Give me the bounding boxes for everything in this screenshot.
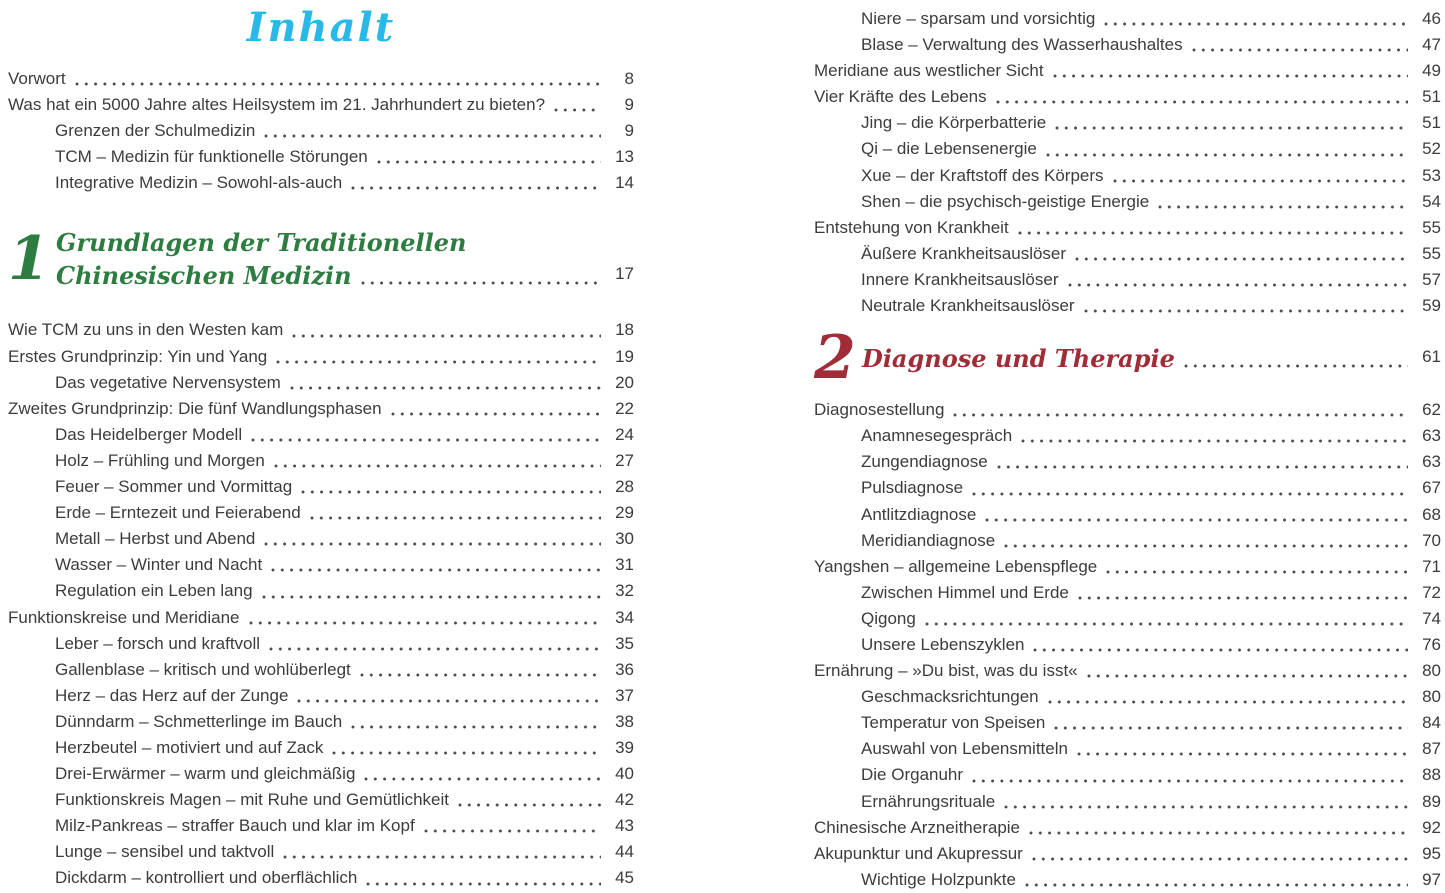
toc-entry-page: 39 (615, 737, 634, 757)
dot-leader (332, 751, 601, 755)
dot-leader (274, 464, 601, 468)
toc-entry-label: Integrative Medizin – Sowohl-als-auch (55, 173, 343, 193)
dot-leader (997, 465, 1408, 469)
toc-entry (814, 163, 1441, 189)
toc-entry-label: Metall – Herbst und Abend (55, 529, 256, 549)
dot-leader (1077, 752, 1408, 756)
dot-leader (269, 647, 601, 651)
dot-leader (1046, 153, 1408, 157)
toc-entry-label: Akupunktur und Akupressur (814, 843, 1023, 863)
toc-entry-page: 53 (1422, 165, 1441, 185)
toc-entry (814, 632, 1441, 658)
toc-entry-label: Anamnesegespräch (861, 426, 1013, 446)
toc-entry (8, 144, 634, 170)
dot-leader (1075, 257, 1408, 261)
toc-entry-label: Temperatur von Speisen (861, 713, 1046, 733)
dot-leader (1018, 231, 1408, 235)
toc-entry-label: Niere – sparsam und vorsichtig (861, 9, 1096, 28)
toc-entry-page: 43 (615, 816, 634, 836)
toc-entry-page: 72 (1422, 582, 1441, 602)
toc-entry (814, 241, 1441, 267)
chapter-page-number: 17 (615, 264, 634, 284)
toc-entry (8, 317, 634, 343)
chapter-title-text: Grundlagen der Traditionellen (56, 228, 467, 258)
dot-leader (996, 100, 1408, 104)
toc-entry-label: Funktionskreis Magen – mit Ruhe und Gemütlichkeit (55, 790, 450, 810)
dot-leader (972, 492, 1408, 496)
toc-entry (814, 606, 1441, 632)
toc-entry-label: Xue – der Kraftstoff des Körpers (861, 165, 1104, 185)
toc-entry-page: 20 (615, 372, 634, 392)
toc-entry-page: 97 (1422, 869, 1441, 889)
toc-entry (814, 449, 1441, 475)
dot-leader (351, 725, 601, 729)
toc-entry-label: Yangshen – allgemeine Lebenspflege (814, 556, 1098, 576)
toc-entry-page: 70 (1422, 530, 1441, 550)
dot-leader (1192, 48, 1408, 52)
toc-entry (814, 867, 1441, 893)
toc-entry-label: Was hat ein 5000 Jahre altes Heilsystem im 21. Jahrhundert zu bieten? (8, 95, 546, 115)
toc-entry (814, 658, 1441, 684)
toc-entry (814, 528, 1441, 554)
toc-entry (8, 66, 634, 92)
dot-leader (1053, 74, 1408, 78)
toc-entry (8, 787, 634, 813)
toc-entry-label: Grenzen der Schulmedizin (55, 121, 256, 141)
toc-entry (8, 118, 634, 144)
chapter-title (862, 342, 1441, 375)
dot-leader (283, 855, 601, 859)
toc-entry-page: 52 (1422, 139, 1441, 159)
toc-entry-page: 35 (615, 633, 634, 653)
toc-entry (8, 813, 634, 839)
toc-entry (814, 397, 1441, 423)
dot-leader (249, 621, 601, 625)
toc-entry-page: 51 (1422, 87, 1441, 107)
toc-entry-page: 57 (1422, 269, 1441, 289)
toc-entry-page: 46 (1422, 9, 1441, 28)
toc-entry-page: 19 (615, 346, 634, 366)
toc-entry (814, 710, 1441, 736)
toc-entry-page: 22 (615, 398, 634, 418)
page-gutter (634, 6, 814, 892)
toc-entry-page: 84 (1422, 713, 1441, 733)
toc-entry (814, 762, 1441, 788)
toc-entry-label: Innere Krankheitsauslöser (861, 269, 1059, 289)
chapter-title (56, 226, 634, 292)
toc-entry-page: 49 (1422, 61, 1441, 81)
toc-entry-label: Das Heidelberger Modell (55, 424, 243, 444)
toc-entry (814, 32, 1441, 58)
toc-entry-page: 67 (1422, 478, 1441, 498)
dot-leader (292, 334, 601, 338)
dot-leader (361, 281, 601, 285)
toc-entry-page: 74 (1422, 608, 1441, 628)
toc-entry-page: 32 (615, 581, 634, 601)
toc-entry-page: 13 (615, 147, 634, 167)
toc-entry-page: 28 (615, 477, 634, 497)
chapter-number: 1 (8, 224, 50, 295)
toc-entry-label: Unsere Lebenszyklen (861, 634, 1025, 654)
toc-entry-page: 71 (1422, 556, 1441, 576)
dot-leader (1033, 648, 1408, 652)
toc-entry-label: Funktionskreise und Meridiane (8, 607, 240, 627)
toc-entry-page: 63 (1422, 426, 1441, 446)
toc-entry-page: 30 (615, 529, 634, 549)
toc-entry (8, 92, 634, 118)
toc-entry-label: Shen – die psychisch-geistige Energie (861, 191, 1150, 211)
toc-entry-label: Erstes Grundprinzip: Yin und Yang (8, 346, 268, 366)
toc-entry (8, 422, 634, 448)
toc-entry-page: 89 (1422, 791, 1441, 811)
toc-entry (8, 526, 634, 552)
toc-entry-label: Geschmacksrichtungen (861, 687, 1039, 707)
toc-entry-page: 18 (615, 320, 634, 340)
toc-entry-label: Lunge – sensibel und taktvoll (55, 842, 275, 862)
dot-leader (262, 595, 601, 599)
toc-entry-label: Neutrale Krankheitsauslöser (861, 296, 1075, 316)
toc-entry-page: 55 (1422, 243, 1441, 263)
toc-entry-page: 9 (624, 121, 634, 141)
dot-leader (1087, 674, 1408, 678)
toc-entry-page: 40 (615, 764, 634, 784)
dot-leader (360, 673, 601, 677)
toc-entry (814, 502, 1441, 528)
chapter-title-text: Chinesischen Medizin (56, 261, 352, 291)
dot-leader (1004, 544, 1408, 548)
toc-entry (814, 815, 1441, 841)
toc-entry (814, 189, 1441, 215)
toc-entry-page: 38 (615, 711, 634, 731)
dot-leader (364, 777, 601, 781)
toc-entry-page: 29 (615, 503, 634, 523)
dot-leader (1004, 805, 1408, 809)
toc-entry (814, 736, 1441, 762)
dot-leader (391, 412, 601, 416)
toc-entry-label: Meridiane aus westlicher Sicht (814, 61, 1044, 81)
toc-entry (814, 110, 1441, 136)
toc-title: Inhalt (246, 4, 396, 51)
toc-entry-page: 54 (1422, 191, 1441, 211)
toc-entry-label: TCM – Medizin für funktionelle Störungen (55, 147, 368, 167)
toc-entry (814, 293, 1441, 319)
toc-entry (814, 475, 1441, 501)
toc-entry (814, 684, 1441, 710)
chapter-title-line (56, 226, 634, 259)
toc-entry-label: Regulation ein Leben lang (55, 581, 253, 601)
dot-leader (75, 82, 601, 86)
toc-entry-label: Dickdarm – kontrolliert und oberflächlich (55, 868, 358, 888)
toc-entry-page: 47 (1422, 35, 1441, 55)
toc-entry-label: Ernährungsrituale (861, 791, 996, 811)
toc-entry-page: 63 (1422, 452, 1441, 472)
toc-entry-label: Drei-Erwärmer – warm und gleichmäßig (55, 764, 356, 784)
dot-leader (351, 186, 601, 190)
toc-entry (8, 500, 634, 526)
chapter-heading (8, 224, 634, 295)
toc-entry-label: Vier Kräfte des Lebens (814, 87, 987, 107)
toc-entry (8, 448, 634, 474)
toc-entry-label: Dünndarm – Schmetterlinge im Bauch (55, 711, 343, 731)
toc-entry-page: 95 (1422, 843, 1441, 863)
dot-leader (1021, 439, 1408, 443)
toc-entry-label: Diagnosestellung (814, 400, 945, 420)
toc-entry-label: Zwischen Himmel und Erde (861, 582, 1069, 602)
dot-leader (377, 160, 601, 164)
toc-entry (8, 709, 634, 735)
chapter-title-text: Diagnose und Therapie (862, 343, 1175, 373)
dot-leader (310, 516, 601, 520)
toc-entry-label: Jing – die Körperbatterie (861, 113, 1047, 133)
toc-entry-label: Ernährung – »Du bist, was du isst« (814, 661, 1078, 681)
dot-leader (276, 360, 601, 364)
toc-entry-label: Zungendiagnose (861, 452, 988, 472)
toc-entry-page: 88 (1422, 765, 1441, 785)
chapter-heading (814, 323, 1441, 394)
toc-entry-label: Chinesische Arzneitherapie (814, 817, 1021, 837)
toc-entry-page: 76 (1422, 634, 1441, 654)
toc-entry-label: Zweites Grundprinzip: Die fünf Wandlungsphasen (8, 398, 382, 418)
toc-entry (814, 136, 1441, 162)
toc-entry-page: 31 (615, 555, 634, 575)
toc-entry (814, 423, 1441, 449)
toc-entry-page: 36 (615, 659, 634, 679)
toc-entry-label: Leber – forsch und kraftvoll (55, 633, 261, 653)
dot-leader (297, 699, 601, 703)
toc-entry (814, 789, 1441, 815)
toc-entry (8, 396, 634, 422)
toc-entry-label: Erde – Erntezeit und Feierabend (55, 503, 301, 523)
dot-leader (1104, 22, 1408, 26)
dot-leader (1048, 700, 1408, 704)
chapter-title-line (56, 259, 634, 292)
toc-entry (814, 6, 1441, 32)
toc-list-left (8, 66, 634, 892)
dot-leader (972, 779, 1408, 783)
toc-entry-label: Auswahl von Lebensmitteln (861, 739, 1068, 759)
dot-leader (458, 803, 601, 807)
toc-entry-page: 27 (615, 450, 634, 470)
dot-leader (1029, 831, 1408, 835)
toc-entry-page: 24 (615, 424, 634, 444)
toc-entry-page: 45 (615, 868, 634, 888)
toc-entry-label: Herz – das Herz auf der Zunge (55, 685, 289, 705)
toc-entry-page: 87 (1422, 739, 1441, 759)
toc-entry-page: 8 (624, 69, 634, 88)
toc-entry (8, 578, 634, 604)
toc-entry (8, 552, 634, 578)
toc-column-left (8, 6, 634, 892)
dot-leader (264, 134, 601, 138)
toc-entry (8, 735, 634, 761)
toc-entry-page: 62 (1422, 400, 1441, 420)
toc-entry-label: Antlitzdiagnose (861, 504, 977, 524)
chapter-number: 2 (814, 323, 856, 394)
dot-leader (1113, 179, 1408, 183)
toc-entry (814, 554, 1441, 580)
toc-entry (8, 865, 634, 891)
toc-entry-label: Gallenblase – kritisch und wohlüberlegt (55, 659, 351, 679)
dot-leader (1068, 283, 1408, 287)
toc-entry-label: Wie TCM zu uns in den Westen kam (8, 320, 284, 340)
toc-entry (8, 474, 634, 500)
dot-leader (290, 386, 601, 390)
toc-list-right (814, 6, 1441, 893)
toc-entry-label: Milz-Pankreas – straffer Bauch und klar im Kopf (55, 816, 415, 836)
dot-leader (925, 622, 1408, 626)
toc-entry-page: 9 (624, 95, 634, 115)
toc-entry (8, 605, 634, 631)
dot-leader (271, 568, 601, 572)
dot-leader (1055, 126, 1408, 130)
toc-entry (814, 215, 1441, 241)
toc-column-right (814, 6, 1441, 892)
dot-leader (1084, 309, 1408, 313)
toc-entry (814, 267, 1441, 293)
toc-entry-label: Feuer – Sommer und Vormittag (55, 477, 293, 497)
toc-entry-page: 80 (1422, 661, 1441, 681)
toc-entry-page: 37 (615, 685, 634, 705)
toc-entry-page: 55 (1422, 217, 1441, 237)
dot-leader (1158, 205, 1408, 209)
dot-leader (554, 108, 601, 112)
toc-entry (814, 84, 1441, 110)
dot-leader (1106, 570, 1408, 574)
toc-entry-page: 34 (615, 607, 634, 627)
chapter-title-line (862, 342, 1441, 375)
toc-entry (814, 58, 1441, 84)
toc-entry (8, 657, 634, 683)
dot-leader (1032, 857, 1408, 861)
dot-leader (301, 490, 601, 494)
toc-entry (814, 580, 1441, 606)
toc-entry-page: 51 (1422, 113, 1441, 133)
dot-leader (1078, 596, 1408, 600)
dot-leader (424, 829, 601, 833)
toc-entry-label: Die Organuhr (861, 765, 964, 785)
dot-leader (1054, 726, 1408, 730)
toc-entry (8, 761, 634, 787)
toc-entry-page: 59 (1422, 296, 1441, 316)
toc-entry-page: 42 (615, 790, 634, 810)
toc-entry (8, 683, 634, 709)
chapter-page-number: 61 (1422, 346, 1441, 366)
toc-entry-label: Blase – Verwaltung des Wasserhaushaltes (861, 35, 1183, 55)
toc-entry (8, 344, 634, 370)
toc-entry-page: 44 (615, 842, 634, 862)
toc-entry-label: Entstehung von Krankheit (814, 217, 1009, 237)
toc-entry (814, 841, 1441, 867)
toc-entry-label: Holz – Frühling und Morgen (55, 450, 265, 470)
dot-leader (251, 438, 601, 442)
toc-entry-label: Herzbeutel – motiviert und auf Zack (55, 737, 324, 757)
toc-entry-label: Äußere Krankheitsauslöser (861, 243, 1067, 263)
dot-leader (264, 542, 601, 546)
toc-entry-label: Wichtige Holzpunkte (861, 869, 1016, 889)
toc-entry (8, 631, 634, 657)
toc-entry-label: Pulsdiagnose (861, 478, 964, 498)
toc-entry (8, 839, 634, 865)
toc-entry-page: 68 (1422, 504, 1441, 524)
dot-leader (953, 413, 1408, 417)
toc-entry-label: Das vegetative Nervensystem (55, 372, 281, 392)
toc-entry-page: 92 (1422, 817, 1441, 837)
toc-entry-label: Vorwort (8, 69, 66, 88)
dot-leader (985, 518, 1408, 522)
toc-entry-label: Qi – die Lebensenergie (861, 139, 1037, 159)
dot-leader (366, 882, 601, 886)
toc-entry (8, 370, 634, 396)
toc-entry-label: Qigong (861, 608, 916, 628)
toc-entry-page: 14 (615, 173, 634, 193)
toc-entry-label: Wasser – Winter und Nacht (55, 555, 263, 575)
toc-entry-label: Meridiandiagnose (861, 530, 996, 550)
dot-leader (1184, 364, 1408, 368)
dot-leader (1025, 883, 1408, 887)
toc-entry (8, 170, 634, 196)
toc-entry-page: 80 (1422, 687, 1441, 707)
